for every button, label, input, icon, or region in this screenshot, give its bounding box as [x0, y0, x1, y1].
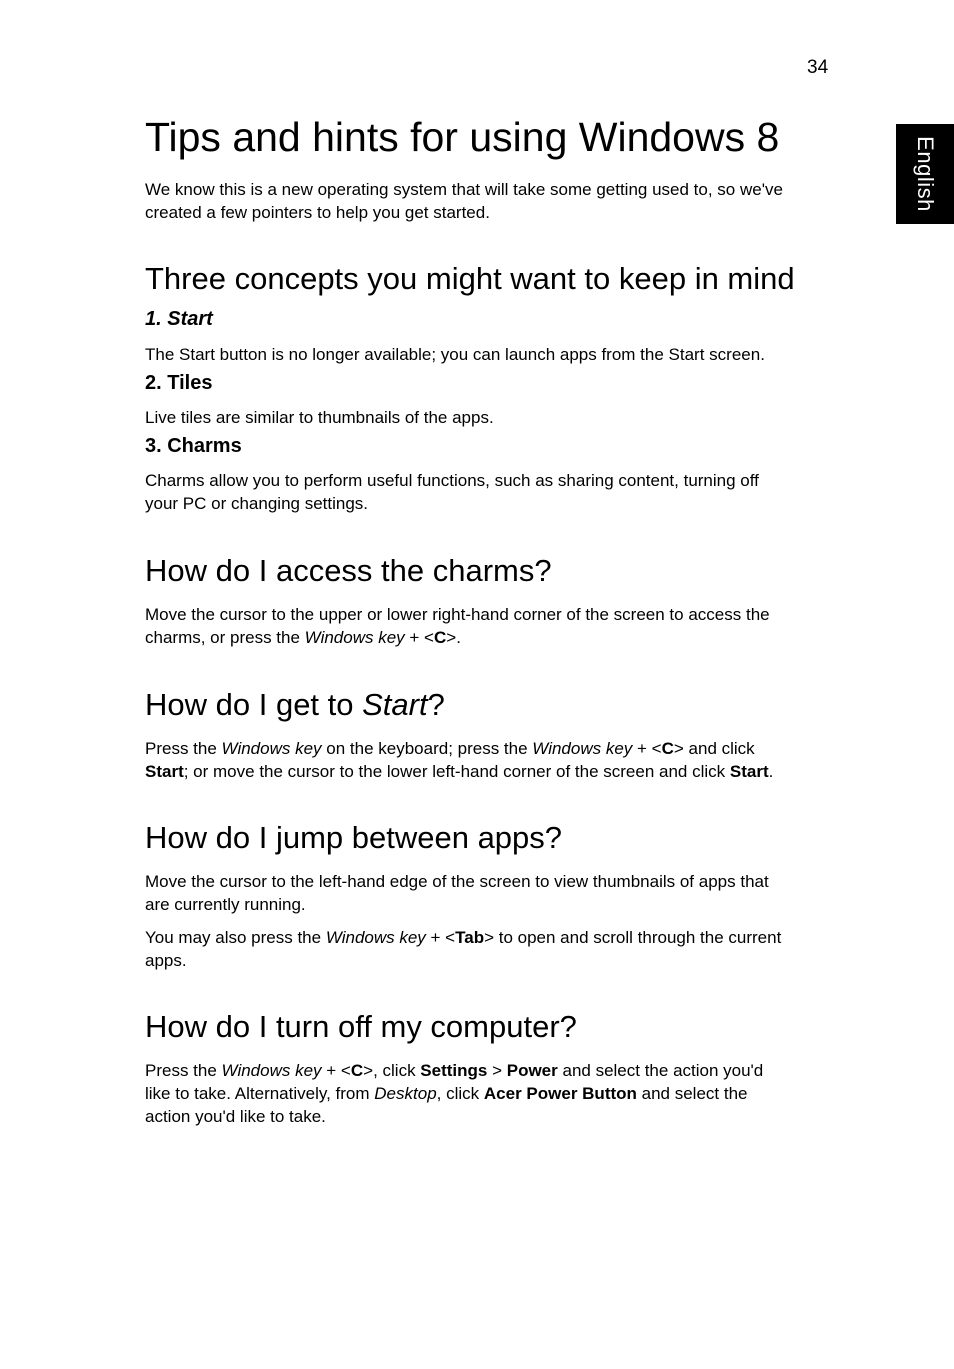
jump-apps-line-2: are currently running. — [145, 895, 306, 914]
jump-apps-heading: How do I jump between apps? — [145, 820, 563, 855]
text-run: . — [768, 762, 774, 781]
text-run: Press the — [145, 1061, 222, 1080]
desktop-italic-text: Desktop — [374, 1084, 437, 1103]
text-run: You may also press the — [145, 928, 326, 947]
page-title: Tips and hints for using Windows 8 — [145, 114, 780, 160]
concept-charms-line-1: Charms allow you to perform useful functions, such as sharing content, turning off — [145, 471, 759, 490]
intro-line-1: We know this is a new operating system that will take some getting used to, so we've — [145, 180, 783, 199]
text-run: action you'd like to take. — [145, 1107, 326, 1126]
access-charms-text — [145, 603, 835, 649]
text-run: on the keyboard; press the — [321, 739, 533, 758]
access-charms-line-1: Move the cursor to the upper or lower right-hand corner of the screen to access the — [145, 605, 770, 624]
key-c-text: C — [350, 1061, 364, 1080]
text-run: and select the action you'd — [557, 1061, 764, 1080]
language-tab — [896, 124, 954, 224]
text-run: ; or move the cursor to the lower left-hand corner of the screen and click — [183, 762, 730, 781]
text-run: >, click — [363, 1061, 421, 1080]
text-run: > and click — [673, 739, 755, 758]
key-tab-text: Tab — [455, 928, 485, 947]
concepts-heading: Three concepts you might want to keep in mind — [145, 261, 795, 296]
windows-key-text: Windows key — [221, 739, 322, 758]
jump-apps-line-1: Move the cursor to the left-hand edge of the screen to view thumbnails of apps that — [145, 872, 769, 891]
text-run: + < — [425, 928, 456, 947]
key-c-text: C — [661, 739, 674, 758]
text-run: like to take. Alternatively, from — [145, 1084, 375, 1103]
power-bold-text: Power — [506, 1061, 558, 1080]
text-run: apps. — [145, 951, 187, 970]
text-run: , click — [436, 1084, 484, 1103]
jump-apps-text-1 — [145, 870, 835, 916]
concept-charms-text — [145, 469, 835, 515]
turn-off-heading: How do I turn off my computer? — [145, 1009, 577, 1044]
windows-key-text: Windows key — [532, 739, 633, 758]
intro-paragraph — [145, 178, 835, 224]
key-c-text: C — [433, 628, 447, 647]
text-run: >. — [446, 628, 461, 647]
access-charms-heading: How do I access the charms? — [145, 553, 552, 588]
concept-start-text: The Start button is no longer available; you can launch apps from the Start screen. — [145, 345, 765, 364]
windows-key-text: Windows key — [325, 928, 426, 947]
heading-run: ? — [427, 687, 445, 722]
concept-tiles-label: 2. Tiles — [145, 372, 213, 394]
heading-start-italic: Start — [362, 687, 428, 722]
text-run: > to open and scroll through the current — [484, 928, 782, 947]
acer-power-button-text: Acer Power Button — [483, 1084, 637, 1103]
concept-start-label: 1. Start — [145, 308, 213, 330]
windows-key-text: Windows key — [304, 628, 405, 647]
start-bold-text: Start — [145, 762, 184, 781]
turn-off-text — [145, 1059, 835, 1128]
intro-line-2: created a few pointers to help you get started. — [145, 203, 490, 222]
concept-charms-label: 3. Charms — [145, 435, 242, 457]
text-run: and select the — [636, 1084, 748, 1103]
concept-charms-line-2: your PC or changing settings. — [145, 494, 369, 513]
start-bold-text: Start — [729, 762, 769, 781]
text-run: > — [487, 1061, 507, 1080]
jump-apps-text-2 — [145, 926, 835, 972]
get-to-start-text — [145, 737, 835, 783]
heading-run: How do I get to — [145, 687, 363, 722]
get-to-start-heading — [145, 687, 445, 723]
text-run: charms, or press the — [145, 628, 305, 647]
text-run: + < — [632, 739, 662, 758]
settings-bold-text: Settings — [420, 1061, 488, 1080]
text-run: + < — [321, 1061, 351, 1080]
page-number: 34 — [807, 57, 829, 78]
windows-key-text: Windows key — [221, 1061, 322, 1080]
text-run: Press the — [145, 739, 222, 758]
text-run: + < — [404, 628, 434, 647]
concept-tiles-text: Live tiles are similar to thumbnails of the apps. — [145, 408, 494, 427]
language-tab-label: English — [913, 136, 938, 212]
